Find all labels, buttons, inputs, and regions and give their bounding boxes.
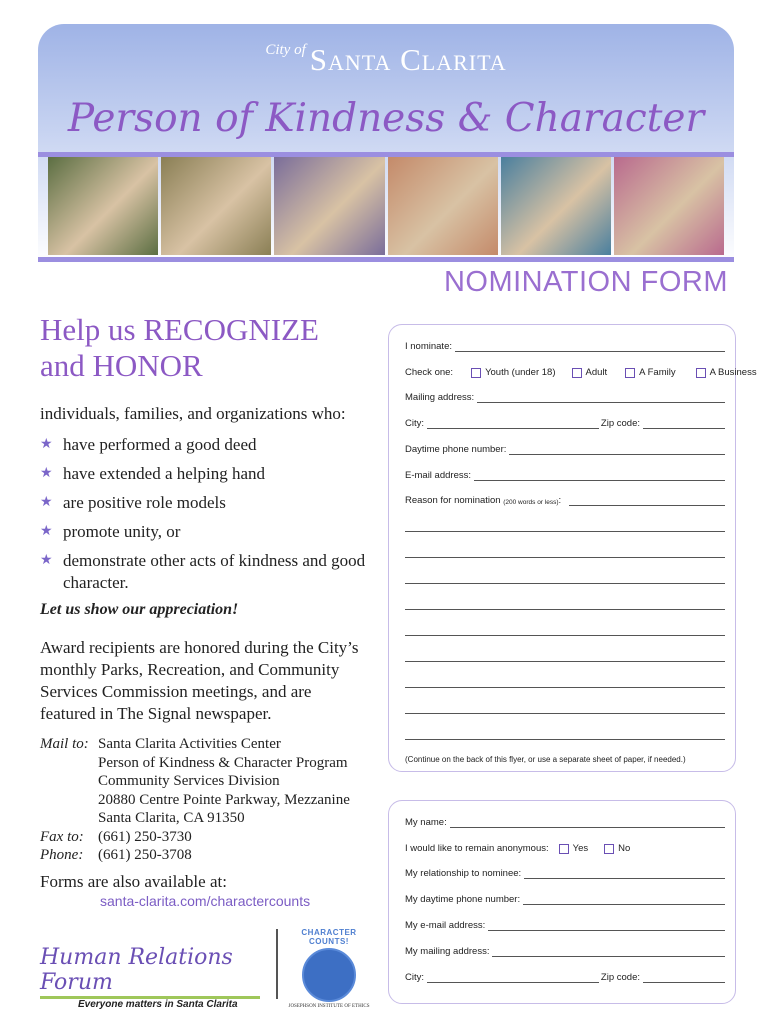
criteria-list bbox=[40, 434, 370, 594]
continue-note: (Continue on the back of this flyer, or use a separate sheet of paper, if needed.) bbox=[405, 755, 686, 764]
star-icon: ★ bbox=[40, 524, 53, 539]
my-city-label: City: bbox=[405, 972, 424, 983]
email-label: E-mail address: bbox=[405, 470, 471, 481]
headline-line-1: Help us RECOGNIZE bbox=[40, 312, 319, 347]
email-field[interactable] bbox=[474, 470, 725, 481]
also-available-text: Forms are also available at: bbox=[40, 872, 227, 891]
reason-label: Reason for nomination bbox=[405, 495, 501, 506]
check-one-label: Check one: bbox=[405, 367, 454, 378]
photo-group-1 bbox=[48, 157, 158, 255]
divider bbox=[276, 929, 278, 999]
family-checkbox[interactable] bbox=[625, 368, 635, 378]
lead-text: individuals, families, and organizations who: bbox=[40, 404, 346, 423]
nominee-form: I nominate: Check one: Youth (under 18) Adult A Family A Business Mailing address: City: Zip code: Daytime phone number: E-mail address: Reason for nomination (200 words or less) : (Continue on the back of this flyer, or use a separate sheet of paper, if needed.) bbox=[388, 324, 736, 772]
youth-checkbox[interactable] bbox=[471, 368, 481, 378]
city-seal-icon bbox=[302, 948, 356, 1002]
reason-line[interactable] bbox=[405, 583, 725, 584]
relationship-field[interactable] bbox=[524, 868, 725, 879]
mail-label: Mail to: bbox=[40, 736, 89, 752]
fax-label: Fax to: bbox=[40, 828, 84, 845]
reason-note: (200 words or less) bbox=[503, 499, 559, 506]
my-city-field[interactable] bbox=[427, 972, 599, 983]
list-item: ★ have performed a good deed bbox=[40, 435, 257, 454]
contact-block bbox=[40, 735, 370, 865]
relationship-label: My relationship to nominee: bbox=[405, 868, 522, 879]
my-name-field[interactable] bbox=[450, 817, 725, 828]
my-phone-label: My daytime phone number: bbox=[405, 894, 521, 905]
headline bbox=[40, 312, 370, 384]
reason-line[interactable] bbox=[405, 687, 725, 688]
my-mailing-address-label: My mailing address: bbox=[405, 946, 490, 957]
list-item: ★ are positive role models bbox=[40, 493, 226, 512]
phone-label: Phone: bbox=[40, 847, 84, 863]
reason-line[interactable] bbox=[405, 739, 725, 740]
my-zip-field[interactable] bbox=[643, 972, 725, 983]
nominee-name-field[interactable] bbox=[455, 341, 725, 352]
i-nominate-label: I nominate: bbox=[405, 341, 452, 352]
city-name: Santa Clarita bbox=[309, 42, 507, 77]
form-title: NOMINATION FORM bbox=[443, 266, 728, 298]
hrf-logo bbox=[40, 945, 272, 1010]
reason-line[interactable] bbox=[405, 713, 725, 714]
phone-number: (661) 250-3708 bbox=[98, 847, 192, 863]
yes-checkbox[interactable] bbox=[559, 844, 569, 854]
nominator-form: My name: I would like to remain anonymous: Yes No My relationship to nominee: My daytime phone number: My e-mail address: My mailing address: City: Zip code: bbox=[388, 800, 736, 1004]
zip-label: Zip code: bbox=[600, 418, 640, 429]
mail-address: Santa Clarita Activities Center Person of Kindness & Character Program Community Services Division 20880 Centre Pointe Parkway, Mezzanine Santa Clarita, CA 91350 bbox=[98, 736, 350, 826]
photo-group-3 bbox=[274, 157, 384, 255]
list-item: ★ have extended a helping hand bbox=[40, 464, 266, 483]
photo-strip bbox=[48, 157, 724, 255]
my-phone-field[interactable] bbox=[523, 894, 725, 905]
reason-line[interactable] bbox=[405, 531, 725, 532]
hrf-title: Human Relations Forum bbox=[40, 945, 233, 995]
photo-group-4 bbox=[388, 157, 498, 255]
divider bbox=[38, 257, 734, 262]
my-zip-label: Zip code: bbox=[600, 972, 640, 983]
daytime-phone-field[interactable] bbox=[509, 444, 725, 455]
mailing-address-label: Mailing address: bbox=[405, 392, 475, 403]
photo-group-5 bbox=[501, 157, 611, 255]
adult-checkbox[interactable] bbox=[572, 368, 582, 378]
city-logo bbox=[38, 42, 734, 78]
city-field[interactable] bbox=[427, 418, 599, 429]
hrf-tagline: Everyone matters in Santa Clarita bbox=[78, 999, 238, 1010]
my-email-label: My e-mail address: bbox=[405, 920, 486, 931]
my-mailing-address-field[interactable] bbox=[492, 946, 725, 957]
zip-field[interactable] bbox=[643, 418, 725, 429]
cc-footer: JOSEPHSON INSTITUTE OF ETHICS bbox=[288, 1004, 370, 1009]
headline-line-2: and HONOR bbox=[40, 348, 203, 383]
reason-line[interactable] bbox=[405, 609, 725, 610]
website-link[interactable]: santa-clarita.com/charactercounts bbox=[100, 893, 311, 909]
program-title: Person of Kindness & Character bbox=[67, 96, 705, 141]
intro-column bbox=[40, 312, 370, 725]
list-item: ★ promote unity, or bbox=[40, 522, 181, 541]
star-icon: ★ bbox=[40, 495, 53, 510]
character-counts-logo bbox=[283, 928, 375, 1009]
city-label: City: bbox=[405, 418, 424, 429]
reason-field[interactable] bbox=[569, 495, 725, 506]
photo-group-6 bbox=[614, 157, 724, 255]
daytime-phone-label: Daytime phone number: bbox=[405, 444, 507, 455]
cc-title: CHARACTER COUNTS! bbox=[301, 928, 357, 946]
reason-line[interactable] bbox=[405, 661, 725, 662]
reason-line[interactable] bbox=[405, 557, 725, 558]
list-item: ★ demonstrate other acts of kindness and good character. bbox=[40, 551, 366, 592]
reason-line[interactable] bbox=[405, 635, 725, 636]
header-banner bbox=[38, 24, 734, 264]
photo-group-2 bbox=[161, 157, 271, 255]
mailing-address-field[interactable] bbox=[477, 392, 725, 403]
my-name-label: My name: bbox=[405, 817, 447, 828]
anonymous-label: I would like to remain anonymous: bbox=[405, 843, 549, 854]
fax-number: (661) 250-3730 bbox=[98, 828, 192, 845]
my-email-field[interactable] bbox=[488, 920, 725, 931]
star-icon: ★ bbox=[40, 466, 53, 481]
award-text: Award recipients are honored during the City’s monthly Parks, Recreation, and Community Services Commission meetings, and are featured in The Signal newspaper. bbox=[40, 638, 359, 723]
star-icon: ★ bbox=[40, 437, 53, 452]
no-checkbox[interactable] bbox=[604, 844, 614, 854]
business-checkbox[interactable] bbox=[696, 368, 706, 378]
star-icon: ★ bbox=[40, 553, 53, 568]
appreciation-text: Let us show our appreciation! bbox=[40, 601, 239, 618]
city-of-label: City of bbox=[265, 42, 306, 58]
